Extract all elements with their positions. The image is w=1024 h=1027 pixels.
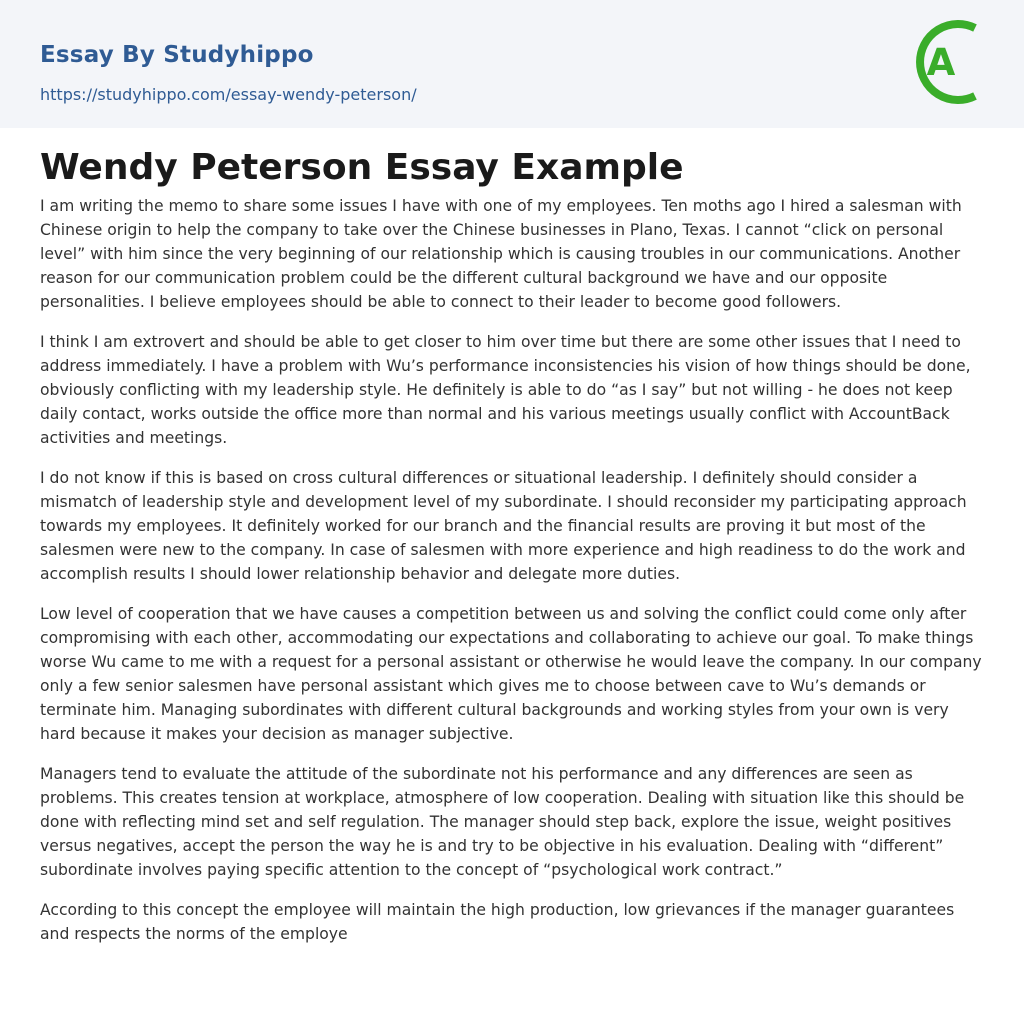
- site-brand[interactable]: Essay By Studyhippo: [40, 42, 314, 68]
- site-header: [0, 0, 1024, 128]
- studyhippo-logo-icon[interactable]: [907, 16, 991, 108]
- essay-paragraph: Managers tend to evaluate the attitude of the subordinate not his performance and any differences are seen as problems. This creates tension at workplace, atmosphere of low cooperation. Dealing with situation like this should be done with reflecting mind set and self regulation. The manager should step back, explore the issue, weight positives versus negatives, accept the person the way he is and try to be objective in his evaluation. Dealing with “different” subordinate involves paying specific attention to the concept of “psychological work contract.”: [40, 765, 965, 879]
- essay-title: Wendy Peterson Essay Example: [40, 147, 684, 188]
- essay-body: [40, 194, 988, 962]
- essay-url-link[interactable]: https://studyhippo.com/essay-wendy-peterson/: [40, 85, 417, 104]
- essay-paragraph: According to this concept the employee will maintain the high production, low grievances if the manager guarantees and respects the norms of the employe: [40, 901, 955, 943]
- essay-paragraph: I think I am extrovert and should be able to get closer to him over time but there are some other issues that I need to address immediately. I have a problem with Wu’s performance inconsistencies his vision of how things should be done, obviously conflicting with my leadership style. He definitely is able to do “as I say” but not willing - he does not keep daily contact, works outside the office more than normal and his various meetings usually conflict with AccountBack activities and meetings.: [40, 333, 971, 447]
- essay-paragraph: I am writing the memo to share some issues I have with one of my employees. Ten moths ago I hired a salesman with Chinese origin to help the company to take over the Chinese businesses in Plano, Texas. I cannot “click on personal level” with him since the very beginning of our relationship which is causing troubles in our communications. Another reason for our communication problem could be the different cultural background we have and our opposite personalities. I believe employees should be able to connect to their leader to become good followers.: [40, 197, 962, 311]
- logo-letter: A: [926, 41, 956, 84]
- essay-paragraph: I do not know if this is based on cross cultural differences or situational leadership. I definitely should consider a mismatch of leadership style and development level of my subordinate. I should reconsider my participating approach towards my employees. It definitely worked for our branch and the financial results are proving it but most of the salesmen were new to the company. In case of salesmen with more experience and high readiness to do the work and accomplish results I should lower relationship behavior and delegate more duties.: [40, 469, 967, 583]
- essay-paragraph: Low level of cooperation that we have causes a competition between us and solving the conflict could come only after compromising with each other, accommodating our expectations and collaborating to achieve our goal. To make things worse Wu came to me with a request for a personal assistant or otherwise he would leave the company. In our company only a few senior salesmen have personal assistant which gives me to choose between cave to Wu’s demands or terminate him. Managing subordinates with different cultural backgrounds and working styles from your own is very hard because it makes your decision as manager subjective.: [40, 605, 982, 743]
